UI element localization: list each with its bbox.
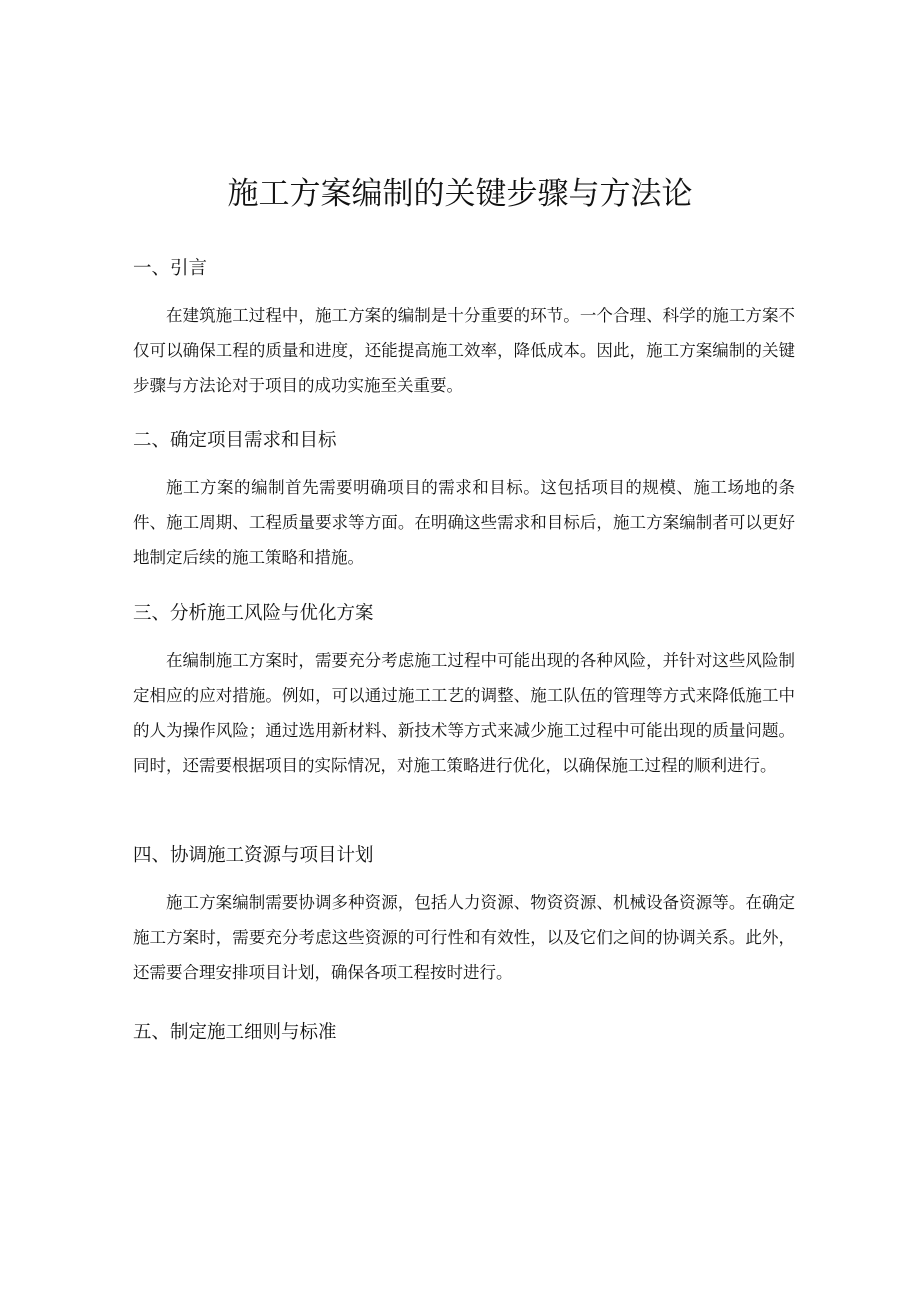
section-heading-resources: 四、协调施工资源与项目计划 xyxy=(133,845,374,866)
section-paragraph-requirements: 施工方案的编制首先需要明确项目的需求和目标。这包括项目的规模、施工场地的条件、施工周期、工程质量要求等方面。在明确这些需求和目标后，施工方案编制者可以更好地制定后续的施工策略和措施。 xyxy=(133,478,795,567)
section-paragraph-resources: 施工方案编制需要协调多种资源，包括人力资源、物资资源、机械设备资源等。在确定施工方案时，需要充分考虑这些资源的可行性和有效性，以及它们之间的协调关系。此外，还需要合理安排项目计划，确保各项工程按时进行。 xyxy=(133,893,795,982)
section-paragraph-risk: 在编制施工方案时，需要充分考虑施工过程中可能出现的各种风险，并针对这些风险制定相应的应对措施。例如，可以通过施工工艺的调整、施工队伍的管理等方式来降低施工中的人为操作风险；通过选用新材料、新技术等方式来减少施工过程中可能出现的质量问题。同时，还需要根据项目的实际情况，对施工策略进行优化，以确保施工过程的顺利进行。 xyxy=(133,651,795,775)
section-heading-risk: 三、分析施工风险与优化方案 xyxy=(133,603,374,624)
section-heading-introduction: 一、引言 xyxy=(133,258,208,279)
section-heading-standards: 五、制定施工细则与标准 xyxy=(133,1022,337,1043)
section-heading-requirements: 二、确定项目需求和目标 xyxy=(133,430,337,451)
document-title: 施工方案编制的关键步骤与方法论 xyxy=(227,176,693,212)
section-paragraph-introduction: 在建筑施工过程中，施工方案的编制是十分重要的环节。一个合理、科学的施工方案不仅可以确保工程的质量和进度，还能提高施工效率，降低成本。因此，施工方案编制的关键步骤与方法论对于项目的成功实施至关重要。 xyxy=(133,306,795,395)
